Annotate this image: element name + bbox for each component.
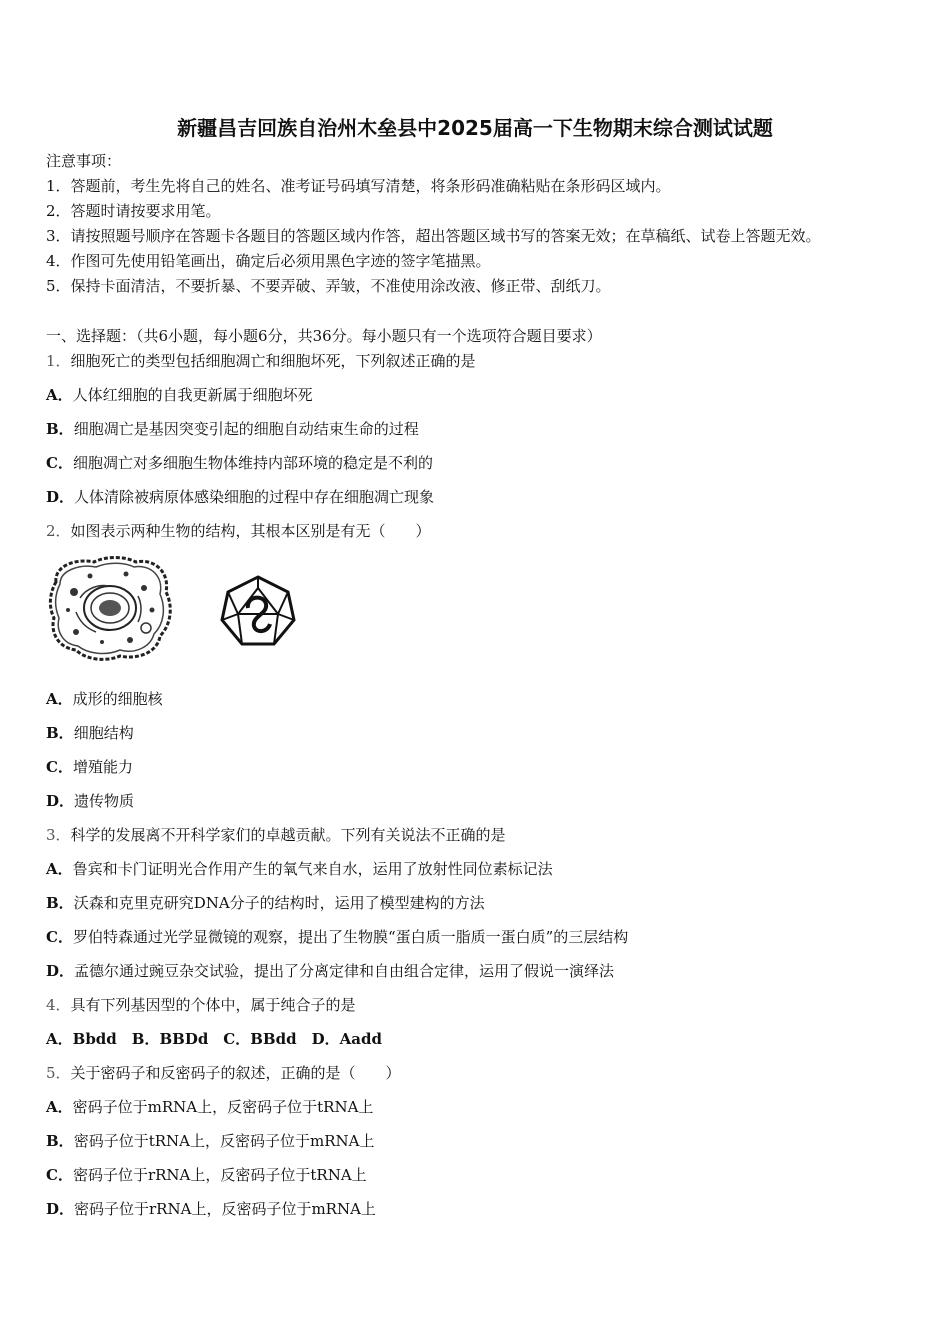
question-stem: 关于密码子和反密码子的叙述，正确的是（ ） — [70, 1064, 401, 1082]
question-stem: 科学的发展离不开科学家们的卓越贡献。下列有关说法不正确的是 — [70, 826, 506, 844]
notice-item: 1．答题前，考生先将自己的姓名、准考证号码填写清楚，将条形码准确粘贴在条形码区域内。 — [46, 177, 671, 195]
option-d: D．密码子位于rRNA上，反密码子位于mRNA上 — [46, 1200, 376, 1218]
option-a: A．人体红细胞的自我更新属于细胞坏死 — [46, 386, 313, 404]
option-a: A．成形的细胞核 — [46, 690, 163, 708]
question-stem: 如图表示两种生物的结构，其根本区别是有无（ ） — [70, 522, 431, 540]
option-d: D．遗传物质 — [46, 792, 135, 810]
page-title: 新疆昌吉回族自治州木垒县中2025届高一下生物期末综合测试试题 — [177, 116, 773, 140]
notice-heading: 注意事项： — [46, 152, 122, 170]
question-number: 3． — [46, 826, 71, 844]
option-b: B．细胞结构 — [46, 724, 134, 742]
option-a: A．鲁宾和卡门证明光合作用产生的氧气来自水，运用了放射性同位素标记法 — [46, 860, 553, 878]
question-number: 4． — [46, 996, 71, 1014]
cell-figure — [46, 552, 176, 664]
question-5 — [46, 1063, 401, 1083]
question-stem: 细胞死亡的类型包括细胞凋亡和细胞坏死，下列叙述正确的是 — [70, 352, 476, 370]
option-c: C．密码子位于rRNA上，反密码子位于tRNA上 — [46, 1166, 367, 1184]
option-a: A．密码子位于mRNA上，反密码子位于tRNA上 — [46, 1098, 374, 1116]
notice-item: 2．答题时请按要求用笔。 — [46, 202, 221, 220]
question-number: 2． — [46, 522, 71, 540]
notice-item: 5．保持卡面清洁，不要折暴、不要弄破、弄皱，不准使用涂改液、修正带、刮纸刀。 — [46, 277, 611, 295]
option-b: B．密码子位于tRNA上，反密码子位于mRNA上 — [46, 1132, 375, 1150]
option-b: B．沃森和克里克研究DNA分子的结构时，运用了模型建构的方法 — [46, 894, 485, 912]
question-stem: 具有下列基因型的个体中，属于纯合子的是 — [70, 996, 356, 1014]
option-c: C．细胞凋亡对多细胞生物体维持内部环境的稳定是不利的 — [46, 454, 433, 472]
notice-item: 4．作图可先使用铅笔画出，确定后必须用黑色字迹的签字笔描黑。 — [46, 252, 491, 270]
notice-item: 3．请按照题号顺序在答题卡各题目的答题区域内作答，超出答题区域书写的答案无效；在草稿纸、试卷上答题无效。 — [46, 227, 821, 245]
option-d: D．人体清除被病原体感染细胞的过程中存在细胞凋亡现象 — [46, 488, 435, 506]
inline-options: A．Bbdd B．BBDd C．BBdd D．Aadd — [46, 1030, 382, 1048]
question-1 — [46, 351, 476, 371]
question-3 — [46, 825, 506, 845]
section-heading: 一、选择题：（共6小题，每小题6分，共36分。每小题只有一个选项符合题目要求） — [46, 327, 602, 345]
question-4 — [46, 995, 356, 1015]
option-d: D．孟德尔通过豌豆杂交试验，提出了分离定律和自由组合定律，运用了假说一演绎法 — [46, 962, 615, 980]
question-number: 5． — [46, 1064, 71, 1082]
option-b: B．细胞凋亡是基因突变引起的细胞自动结束生命的过程 — [46, 420, 419, 438]
virus-figure — [218, 574, 298, 648]
option-c: C．增殖能力 — [46, 758, 133, 776]
question-number: 1． — [46, 352, 71, 370]
option-c: C．罗伯特森通过光学显微镜的观察，提出了生物膜“蛋白质一脂质一蛋白质”的三层结构 — [46, 928, 629, 946]
question-2 — [46, 521, 431, 541]
